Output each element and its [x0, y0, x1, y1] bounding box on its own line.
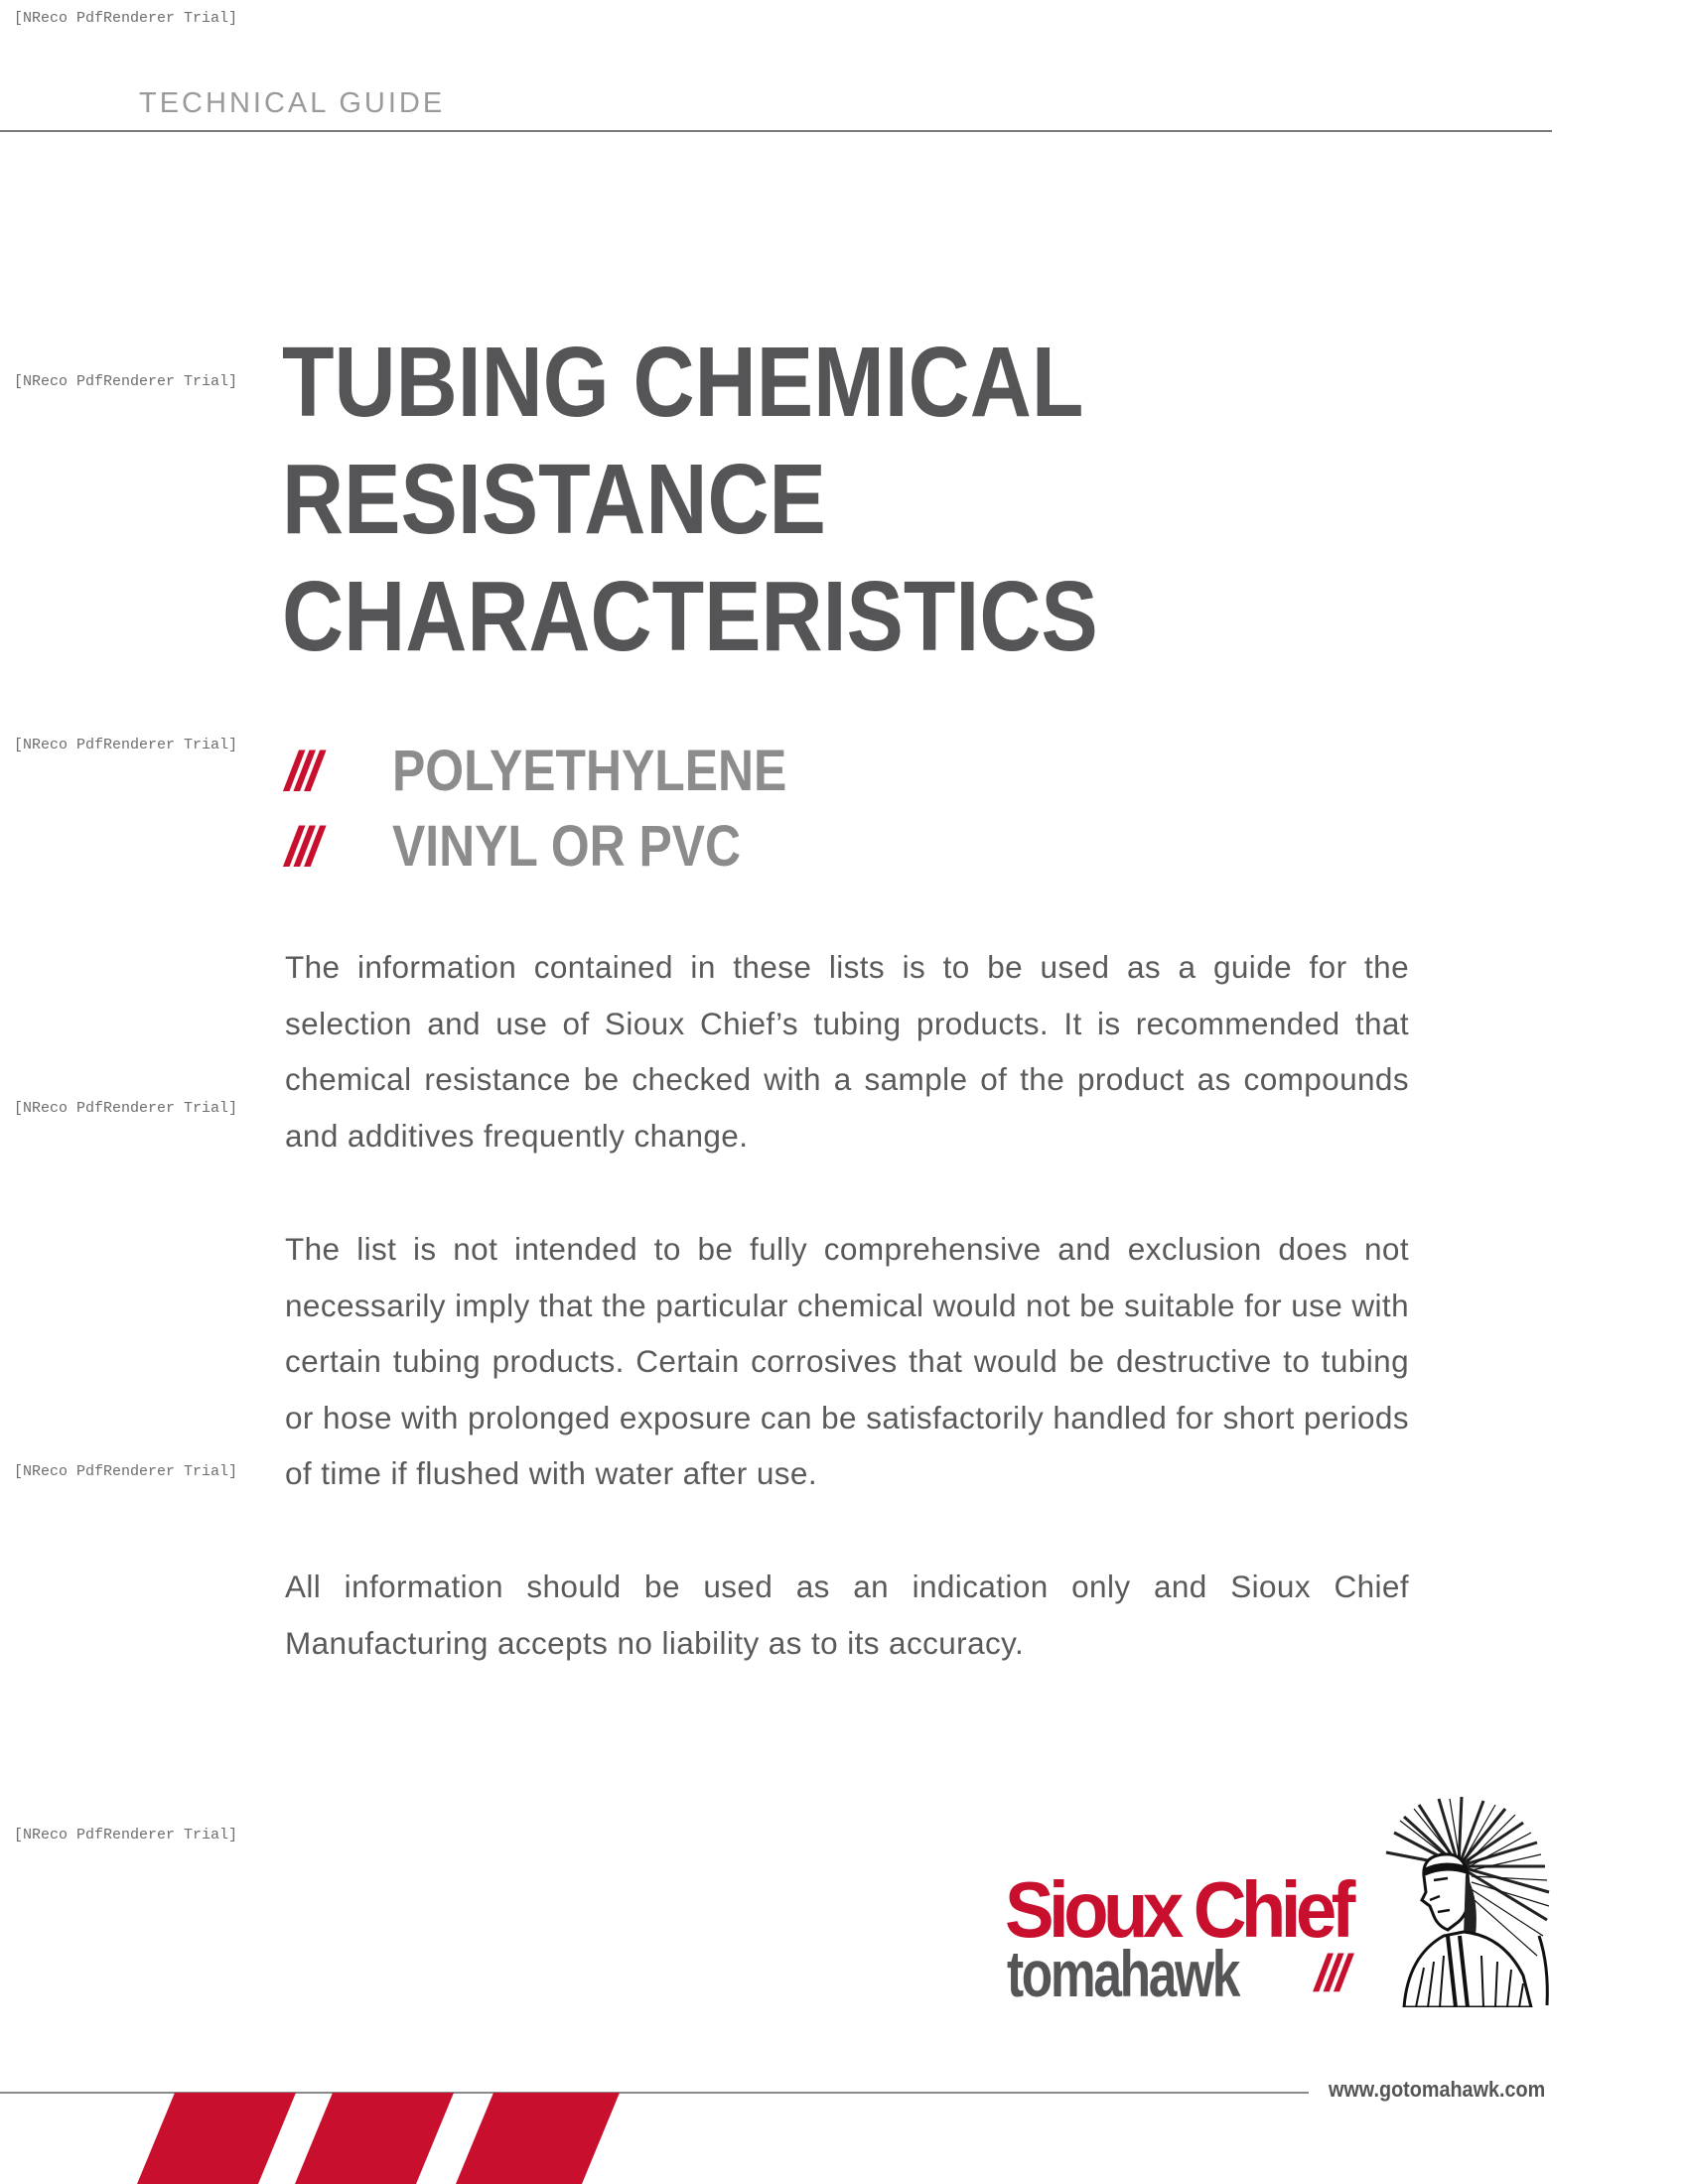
material-name: VINYL OR PVC: [392, 813, 742, 879]
watermark-text: [NReco PdfRenderer Trial]: [14, 1463, 238, 1480]
slash-marker-icon: ///: [285, 814, 317, 878]
section-label: TECHNICAL GUIDE: [139, 87, 446, 119]
watermark-text: [NReco PdfRenderer Trial]: [14, 10, 238, 27]
intro-paragraph: The information contained in these lists is to be used as a guide for the selection and use of Sioux Chief’s tubing products. It is recommended that chemical resistance be checked with a sample of the product as compounds and additives frequently change.: [285, 949, 1409, 1154]
watermark-text: [NReco PdfRenderer Trial]: [14, 373, 238, 390]
watermark-text: [NReco PdfRenderer Trial]: [14, 1100, 238, 1117]
liability-paragraph: All information should be used as an indication only and Sioux Chief Manufacturing accepts no liability as to its accuracy.: [285, 1569, 1409, 1661]
title-line: TUBING CHEMICAL: [282, 327, 1084, 438]
material-name: POLYETHYLENE: [392, 738, 787, 803]
title-line: CHARACTERISTICS: [282, 561, 1098, 672]
brand-name: Sioux Chief: [1005, 1865, 1350, 1954]
material-item-vinyl: [285, 812, 797, 880]
product-name: tomahawk: [1007, 1937, 1239, 2010]
chief-headdress-icon: [1364, 1797, 1553, 2007]
slash-marker-icon: ///: [1315, 1945, 1346, 2002]
brand-logo: [1005, 1797, 1551, 2010]
footer-stripes: [0, 2093, 635, 2184]
website-link[interactable]: www.gotomahawk.com: [1329, 2077, 1546, 2102]
header-divider: [0, 130, 1552, 132]
stripe: [137, 2093, 296, 2184]
watermark-text: [NReco PdfRenderer Trial]: [14, 1827, 238, 1843]
page-title: [282, 324, 1098, 675]
watermark-text: [NReco PdfRenderer Trial]: [14, 737, 238, 753]
stripe: [456, 2093, 620, 2184]
disclaimer-paragraph: The list is not intended to be fully comprehensive and exclusion does not necessarily imply that the particular chemical would not be suitable for use with certain tubing products. Certain corrosives that would be destructive to tubing or hose with prolonged exposure can be satisfactorily handled for short periods of time if flushed with water after use.: [285, 1231, 1409, 1492]
stripe: [295, 2093, 454, 2184]
title-line: RESISTANCE: [282, 444, 826, 555]
material-item-polyethylene: [285, 737, 851, 804]
slash-marker-icon: ///: [285, 739, 317, 802]
